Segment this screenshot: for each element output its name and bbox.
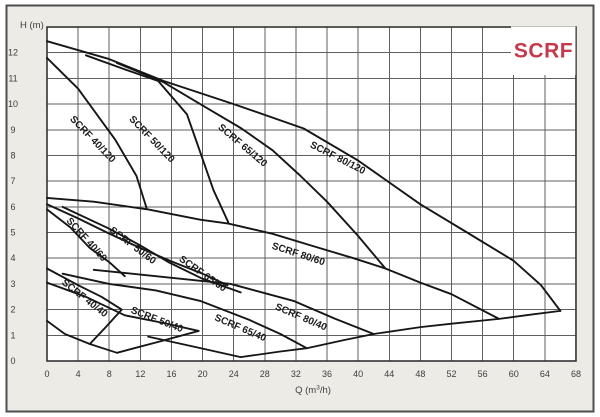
plot-area	[47, 27, 576, 361]
x-tick-label: 64	[539, 369, 550, 379]
x-axis-title: Q $(m^3/h)$	[295, 384, 331, 396]
curve-label-scrf-50-60: SCRF 50/60	[107, 225, 158, 267]
x-tick-label: 28	[259, 369, 270, 379]
x-tick-label: 60	[508, 369, 519, 379]
x-tick-label: 8	[106, 369, 112, 379]
y-tick-label: 2	[10, 304, 16, 315]
y-tick-label: 7	[10, 176, 16, 187]
curve-label-scrf-40-60: SCRF 40/60	[63, 215, 109, 264]
x-tick-label: 36	[322, 369, 333, 379]
curve-label-scrf-65-120: SCRF 65/120	[215, 122, 270, 170]
curve-label-scrf-50-40: SCRF 50/40	[129, 305, 185, 336]
curve-label-scrf-80-40: SCRF 80/40	[273, 301, 329, 334]
brand-logo: SCRF	[513, 39, 574, 63]
x-tick-label: 56	[477, 369, 488, 379]
x-tick-label: 32	[290, 369, 301, 379]
y-tick-label: 12	[7, 47, 19, 58]
y-tick-label: 9	[10, 124, 16, 135]
y-tick-label: 10	[7, 99, 19, 110]
curve-label-scrf-80-60: SCRF 80/60	[270, 240, 327, 269]
curve-label-scrf-65-40: SCRF 65/40	[212, 312, 268, 345]
y-tick-label: 4	[10, 253, 16, 264]
x-tick-label: 44	[384, 369, 395, 379]
y-tick-label: 1	[10, 330, 16, 341]
x-tick-label: 48	[415, 369, 426, 379]
x-tick-label: 40	[353, 369, 364, 379]
curve-label-scrf-40-120: SCRF 40/120	[67, 113, 118, 166]
x-tick-label: 52	[446, 369, 457, 379]
y-tick-label: 0	[10, 356, 16, 366]
y-tick-label: 8	[10, 150, 16, 161]
y-axis-title: H (m)	[20, 20, 44, 31]
y-tick-label: 11	[8, 73, 18, 84]
y-tick-label: 3	[10, 278, 16, 289]
x-tick-label: 4	[75, 369, 81, 379]
curve-label-scrf-50-120: SCRF 50/120	[126, 113, 177, 166]
y-tick-label: 6	[10, 201, 16, 212]
x-tick-label: 16	[166, 369, 177, 379]
curve-label-scrf-40-40: SCRF 40/40	[59, 277, 110, 320]
curve-label-scrf-80-120: SCRF 80/120	[308, 139, 368, 178]
x-tick-label: 68	[570, 369, 581, 379]
x-tick-label: 24	[228, 369, 239, 379]
curve-label-scrf-65-60: SCRF 65/60	[176, 253, 229, 295]
x-tick-label: 0	[44, 369, 50, 379]
y-tick-label: 5	[10, 227, 16, 238]
x-tick-label: 20	[197, 369, 208, 379]
x-tick-label: 12	[135, 369, 146, 379]
